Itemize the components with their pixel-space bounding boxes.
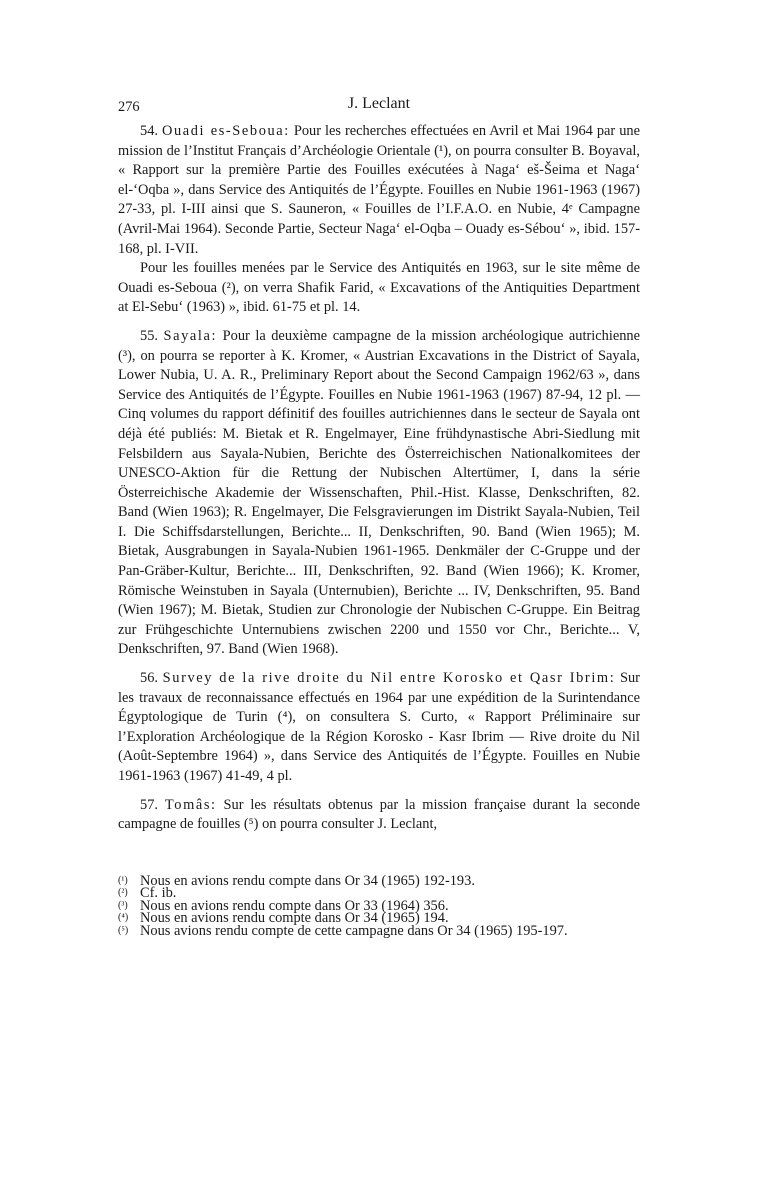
paragraph-text: Pour les fouilles menées par le Service des Antiquités en 1963, sur le site même de Ouadi es-Seboua (²), on verra Shafik Farid, « Excavations of the Antiquities Department at El-Sebu‘ (1963) », ibid. 61-75 et pl. 14. [118,260,640,316]
page-header [118,94,640,118]
section-54-paragraph [118,259,640,318]
footnote-text: Nous en avions rendu compte dans Or 34 (1965) 194. [140,910,449,927]
footnote-mark: (¹) [118,874,128,886]
section-place: Tomâs: [164,796,217,813]
footnote-text: Nous avions rendu compte de cette campagne dans Or 34 (1965) 195-197. [140,922,568,939]
footnote-text: Nous en avions rendu compte dans Or 34 (1965) 192-193. [140,872,475,889]
section-place: Survey de la rive droite du Nil entre Korosko et Qasr Ibrim: [162,670,616,687]
footnote-text: Nous en avions rendu compte dans Or 33 (1964) 356. [140,897,449,914]
paragraph-text: Pour les recherches effectuées en Avril et Mai 1964 par une mission de l’Institut Français d’Archéologie Orientale (¹), on pourra consulter B. Boyaval, « Rapport sur la première Partie des Fouilles exécutées à Naga‘ eš-Šeima et Naga‘ el-‘Oqba », dans Service des Antiquités de l’Égypte. Fouilles en Nubie 1961-1963 (1967) 27-33, pl. I-III ainsi que S. Sauneron, « Fouilles de l’I.F.A.O. en Nubie, 4ᵉ Campagne (Avril-Mai 1964). Seconde Partie, Secteur Naga‘ el-Oqba – Ouady es-Sébou‘ », ibid. 157-168, pl. I-VII. [118,123,640,257]
section-number: 55. [140,327,158,344]
footnote [118,922,640,939]
section-56-paragraph [118,669,640,787]
footnote-text: Cf. ib. [140,885,177,902]
section-number: 57. [140,796,158,813]
page-number: 276 [118,99,140,115]
footnote-mark: (³) [118,899,128,911]
section-57-paragraph [118,796,640,835]
footnotes [118,872,640,939]
body-text [118,122,640,835]
section-place: Ouadi es-Seboua: [161,123,290,139]
section-54-paragraph [118,122,640,259]
paragraph-text: Sur les travaux de reconnaissance effectués en 1964 par une expédition de la Surintendance Égyptologique de Turin (⁴), on consultera S. Curto, « Rapport Préliminaire sur l’Exploration Archéologique de la Région Korosko - Kasr Ibrim — Rive droite du Nil (Août-Septembre 1964) », dans Service des Antiquités de l’Égypte. Fouilles en Nubie 1961-1963 (1967) 41-49, 4 pl. [118,670,640,784]
paragraph-text: Pour la deuxième campagne de la mission archéologique autrichienne (³), on pourra se reporter à K. Kromer, « Austrian Excavations in the District of Sayala, Lower Nubia, U. A. R., Preliminary Report about the Second Campaign 1962/63 », dans Service des Antiquités de l’Égypte. Fouilles en Nubie 1961-1963 (1967) 87-94, 12 pl. — Cinq volumes du rapport définitif des fouilles autrichiennes dans le secteur de Sayala ont déjà été publiés: M. Bietak et R. Engelmayer, Eine frühdynastische Abri-Siedlung mit Felsbildern aus Sayala-Nubien, Berichte des Österreichischen Nationalkomitees der UNESCO-Aktion für die Rettung der Nubischen Altertümer, I, dans la série Österreichische Akademie der Wissenschaften, Phil.-Hist. Klasse, Denkschriften, 82. Band (Wien 1963); R. Engelmayer, Die Felsgravierungen im Distrikt Sayala-Nubien, Teil I. Die Schiffsdarstellungen, Berichte... II, Denkschriften, 90. Band (Wien 1965); M. Bietak, Ausgrabungen in Sayala-Nubien 1961-1965. Denkmäler der C-Gruppe und der Pan-Gräber-Kultur, Berichte... III, Denkschriften, 92. Band (Wien 1966); K. Kromer, Römische Weinstuben in Sayala (Unternubien), Berichte ... IV, Denkschriften, 95. Band (Wien 1967); M. Bietak, Studien zur Chronologie der Nubischen C-Gruppe. Ein Beitrag zur Frühgeschichte Unternubiens zwischen 2200 und 1550 vor Chr., Berichte... V, Denkschriften, 97. Band (Wien 1968). [118,327,640,658]
paragraph-text: Sur les résultats obtenus par la mission française durant la seconde campagne de fouilles (⁵) on pourra consulter J. Leclant, [118,796,640,833]
section-number: 54. [140,123,158,139]
section-number: 56. [140,670,158,687]
section-place: Sayala: [163,327,218,344]
footnote-mark: (⁴) [118,912,129,924]
running-head: J. Leclant [347,95,411,112]
page [118,94,640,937]
footnote-mark: (⁵) [118,924,129,936]
footnote [118,872,640,889]
section-55-paragraph [118,327,640,660]
footnote-mark: (²) [118,887,128,899]
